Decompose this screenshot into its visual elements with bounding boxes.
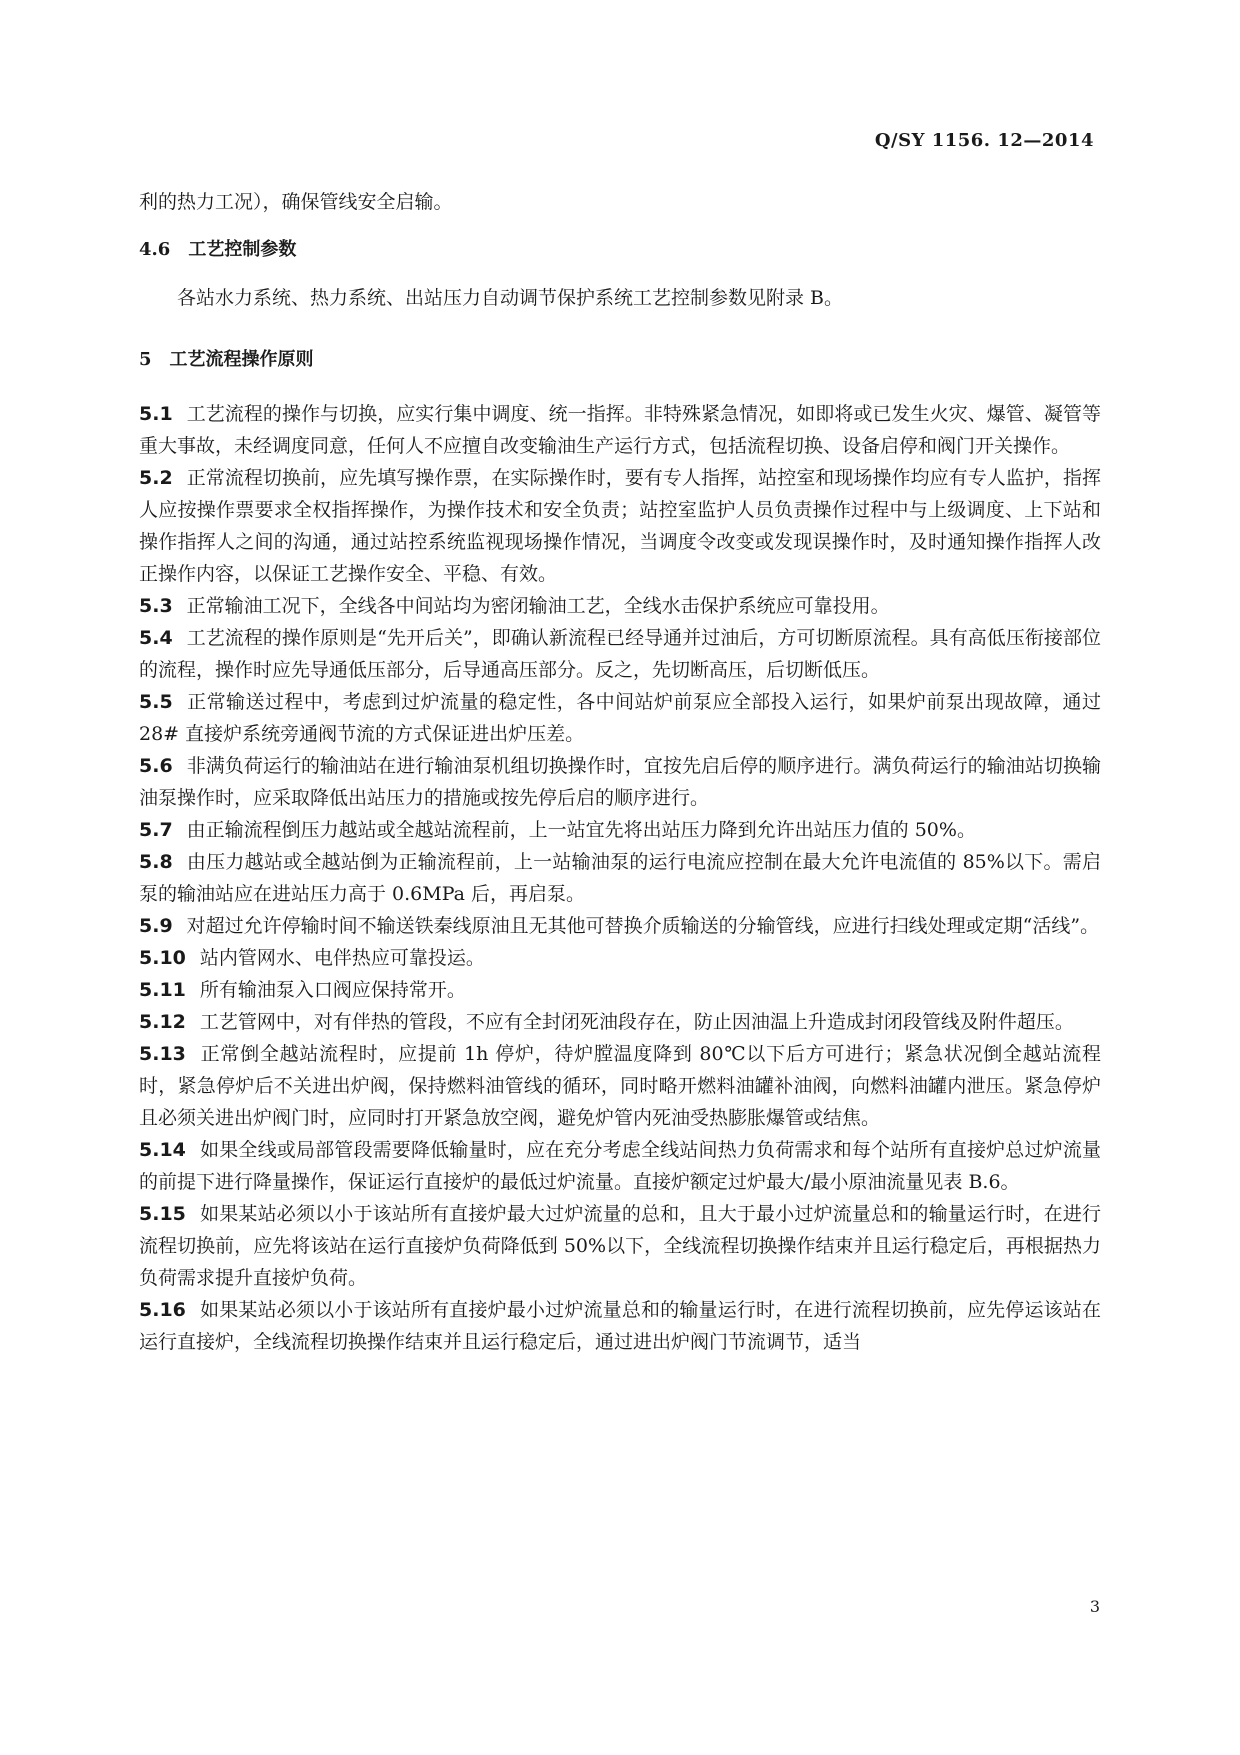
clause-5-14 (139, 1134, 1101, 1198)
clause-list (139, 398, 1101, 1358)
clause-number: 5.9 (139, 915, 173, 937)
clause-number: 5.16 (139, 1299, 186, 1321)
clause-text: 由压力越站或全越站倒为正输流程前，上一站输油泵的运行电流应控制在最大允许电流值的 85%以下。需启泵的输油站应在进站压力高于 0.6MPa 后，再启泵。 (139, 851, 1101, 905)
section-title: 工艺流程操作原则 (169, 349, 314, 370)
clause-number: 5.6 (139, 755, 173, 777)
clause-number: 5.2 (139, 467, 173, 489)
clause-text: 站内管网水、电伴热应可靠投运。 (199, 947, 485, 969)
continuation-text: 利的热力工况），确保管线安全启输。 (139, 191, 453, 213)
clause-5-6 (139, 750, 1101, 814)
clause-number: 5.7 (139, 819, 173, 841)
clause-text: 工艺流程的操作与切换，应实行集中调度、统一指挥。非特殊紧急情况，如即将或已发生火灾、爆管、凝管等重大事故，未经调度同意，任何人不应擅自改变输油生产运行方式，包括流程切换、设备启停和阀门开关操作。 (139, 403, 1101, 457)
clause-number: 5.4 (139, 627, 173, 649)
clause-5-8 (139, 846, 1101, 910)
section-4-6-body: 各站水力系统、热力系统、出站压力自动调节保护系统工艺控制参数见附录 B。 (177, 287, 844, 309)
clause-5-2 (139, 462, 1101, 590)
clause-number: 5.13 (139, 1043, 186, 1065)
clause-number: 5.8 (139, 851, 173, 873)
clause-number: 5.1 (139, 403, 173, 425)
clause-number: 5.11 (139, 979, 186, 1001)
clause-text: 正常倒全越站流程时，应提前 1h 停炉，待炉膛温度降到 80℃以下后方可进行；紧急状况倒全越站流程时，紧急停炉后不关进出炉阀，保持燃料油管线的循环，同时略开燃料油罐补油阀，向燃料油罐内泄压。紧急停炉且必须关进出炉阀门时，应同时打开紧急放空阀，避免炉管内死油受热膨胀爆管或结焦。 (139, 1043, 1101, 1129)
clause-5-10 (139, 942, 1101, 974)
clause-number: 5.3 (139, 595, 173, 617)
section-number: 5 (139, 349, 152, 370)
clause-5-13 (139, 1038, 1101, 1134)
clause-text: 工艺管网中，对有伴热的管段，不应有全封闭死油段存在，防止因油温上升造成封闭段管线及附件超压。 (199, 1011, 1074, 1033)
clause-text: 非满负荷运行的输油站在进行输油泵机组切换操作时，宜按先启后停的顺序进行。满负荷运行的输油站切换输油泵操作时，应采取降低出站压力的措施或按先停后启的顺序进行。 (139, 755, 1101, 809)
clause-5-11 (139, 974, 1101, 1006)
clause-5-9 (139, 910, 1101, 942)
clause-text: 正常输送过程中，考虑到过炉流量的稳定性，各中间站炉前泵应全部投入运行，如果炉前泵出现故障，通过 28# 直接炉系统旁通阀节流的方式保证进出炉压差。 (139, 691, 1101, 745)
clause-5-1 (139, 398, 1101, 462)
clause-5-3 (139, 590, 1101, 622)
section-title: 工艺控制参数 (188, 239, 297, 260)
clause-5-15 (139, 1198, 1101, 1294)
clause-text: 所有输油泵入口阀应保持常开。 (199, 979, 466, 1001)
clause-text: 如果某站必须以小于该站所有直接炉最小过炉流量总和的输量运行时，在进行流程切换前，应先停运该站在运行直接炉，全线流程切换操作结束并且运行稳定后，通过进出炉阀门节流调节，适当 (139, 1299, 1101, 1353)
clause-number: 5.15 (139, 1203, 186, 1225)
clause-number: 5.12 (139, 1011, 186, 1033)
standard-code: Q/SY 1156. 12—2014 (874, 130, 1094, 151)
clause-text: 正常流程切换前，应先填写操作票，在实际操作时，要有专人指挥，站控室和现场操作均应有专人监护，指挥人应按操作票要求全权指挥操作，为操作技术和安全负责；站控室监护人员负责操作过程中与上级调度、上下站和操作指挥人之间的沟通，通过站控系统监视现场操作情况，当调度令改变或发现误操作时，及时通知操作指挥人改正操作内容，以保证工艺操作安全、平稳、有效。 (139, 467, 1101, 585)
clause-text: 正常输油工况下，全线各中间站均为密闭输油工艺，全线水击保护系统应可靠投用。 (186, 595, 890, 617)
clause-text: 工艺流程的操作原则是“先开后关”，即确认新流程已经导通并过油后，方可切断原流程。具有高低压衔接部位的流程，操作时应先导通低压部分，后导通高压部分。反之，先切断高压，后切断低压。 (139, 627, 1101, 681)
clause-5-16 (139, 1294, 1101, 1358)
clause-number: 5.10 (139, 947, 186, 969)
clause-5-12 (139, 1006, 1101, 1038)
section-heading-5 (139, 344, 1101, 376)
section-number: 4.6 (139, 239, 171, 260)
clause-5-5 (139, 686, 1101, 750)
section-heading-4-6 (139, 234, 1101, 266)
clause-text: 如果某站必须以小于该站所有直接炉最大过炉流量的总和，且大于最小过炉流量总和的输量运行时，在进行流程切换前，应先将该站在运行直接炉负荷降低到 50%以下，全线流程切换操作结束并且运行稳定后，再根据热力负荷需求提升直接炉负荷。 (139, 1203, 1101, 1289)
clause-text: 对超过允许停输时间不输送铁秦线原油且无其他可替换介质输送的分输管线，应进行扫线处理或定期“活线”。 (186, 915, 1100, 937)
clause-number: 5.14 (139, 1139, 186, 1161)
clause-5-7 (139, 814, 1101, 846)
clause-text: 由正输流程倒压力越站或全越站流程前，上一站宜先将出站压力降到允许出站压力值的 50%。 (186, 819, 976, 841)
clause-number: 5.5 (139, 691, 173, 713)
page-number: 3 (1089, 1597, 1100, 1616)
clause-5-4 (139, 622, 1101, 686)
clause-text: 如果全线或局部管段需要降低输量时，应在充分考虑全线站间热力负荷需求和每个站所有直接炉总过炉流量的前提下进行降量操作，保证运行直接炉的最低过炉流量。直接炉额定过炉最大/最小原油流量见表 B.6。 (139, 1139, 1101, 1193)
document-body (139, 186, 1101, 1358)
